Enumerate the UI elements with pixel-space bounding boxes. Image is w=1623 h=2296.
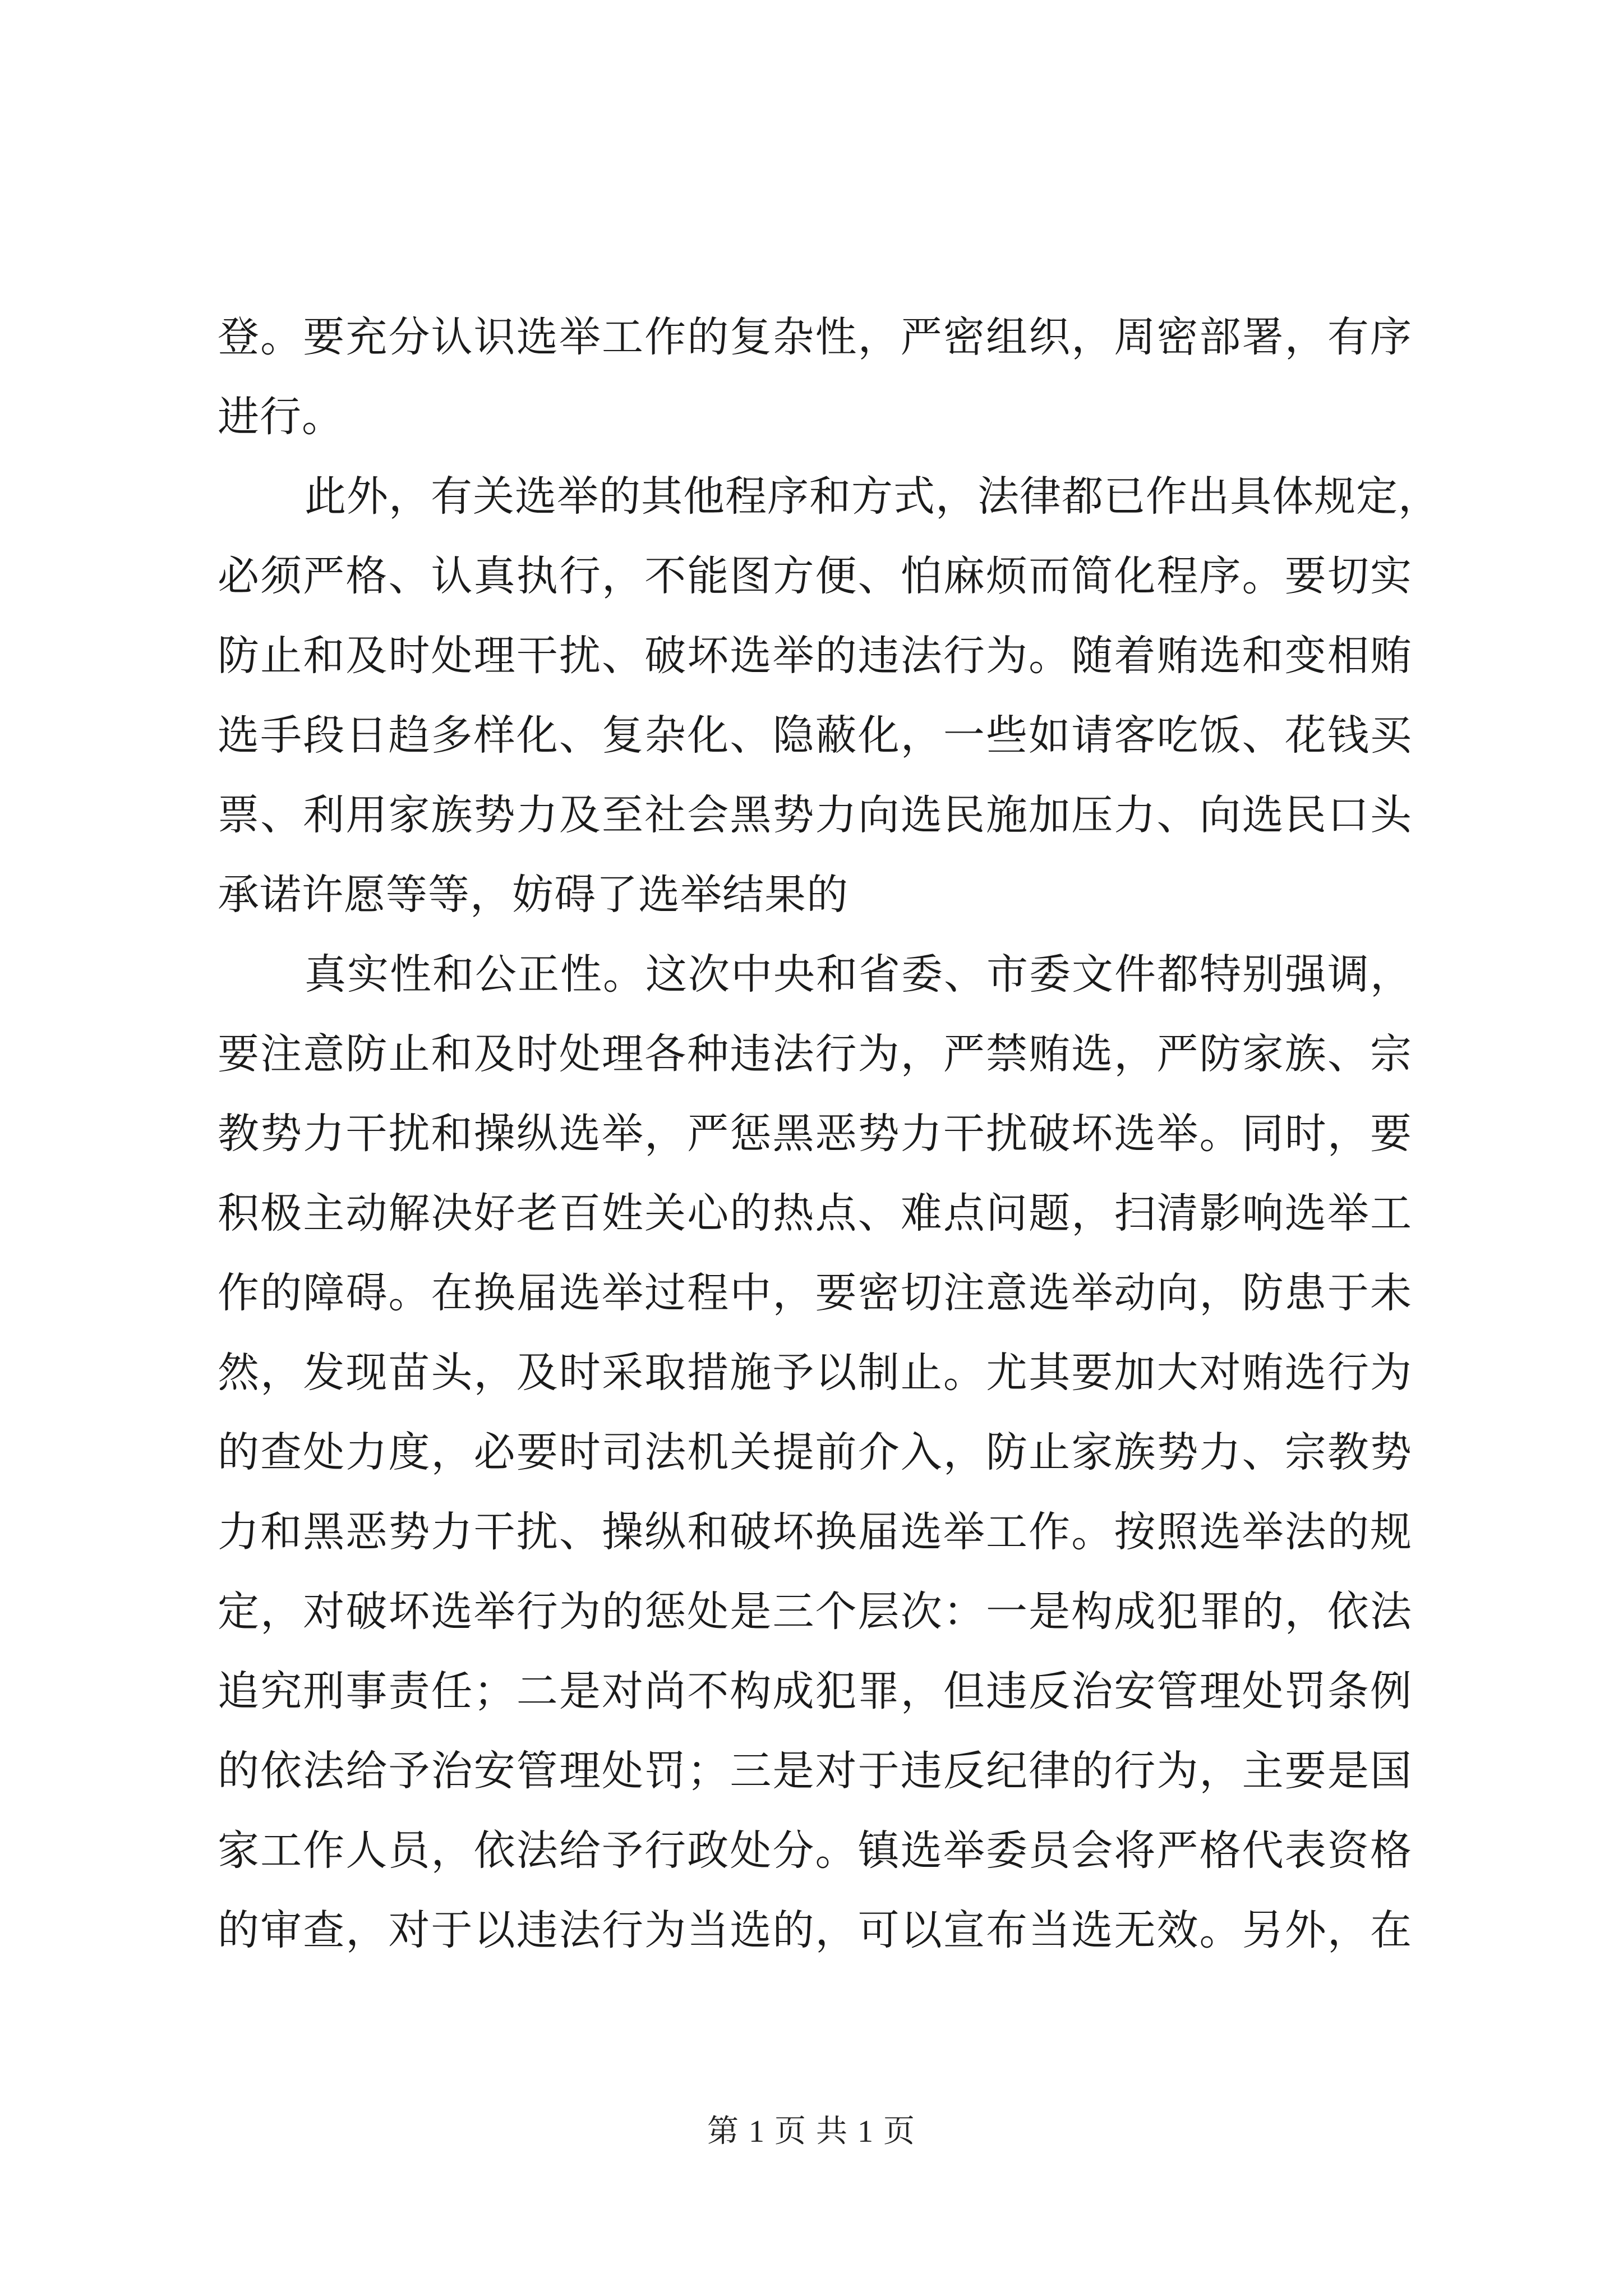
text-line: 积极主动解决好老百姓关心的热点、难点问题，扫清影响选举工 <box>218 1189 1412 1237</box>
text-line: 定，对破坏选举行为的惩处是三个层次：一是构成犯罪的，依法 <box>218 1588 1412 1636</box>
paragraph-first-line: 真实性和公正性。这次中央和省委、市委文件都特别强调， <box>305 950 1412 999</box>
page-number-footer: 第 1 页 共 1 页 <box>707 2114 916 2149</box>
text-line: 力和黑恶势力干扰、操纵和破坏换届选举工作。按照选举法的规 <box>218 1508 1412 1556</box>
body-text <box>218 297 1440 1970</box>
text-line: 教势力干扰和操纵选举，严惩黑恶势力干扰破坏选举。同时，要 <box>218 1110 1412 1158</box>
text-line: 必须严格、认真执行，不能图方便、怕麻烦而简化程序。要切实 <box>218 552 1412 600</box>
text-line: 防止和及时处理干扰、破坏选举的违法行为。随着贿选和变相贿 <box>218 632 1412 680</box>
text-line: 然，发现苗头，及时采取措施予以制止。尤其要加大对贿选行为 <box>218 1349 1412 1397</box>
text-line: 承诺许愿等等，妨碍了选举结果的 <box>218 871 849 919</box>
text-line: 追究刑事责任；二是对尚不构成犯罪，但违反治安管理处罚条例 <box>218 1667 1412 1715</box>
text-line: 的查处力度，必要时司法机关提前介入，防止家族势力、宗教势 <box>218 1428 1412 1476</box>
text-line: 要注意防止和及时处理各种违法行为，严禁贿选，严防家族、宗 <box>218 1030 1412 1078</box>
text-line: 家工作人员，依法给予行政处分。镇选举委员会将严格代表资格 <box>218 1826 1412 1875</box>
text-line: 的审查，对于以违法行为当选的，可以宣布当选无效。另外，在 <box>218 1906 1412 1954</box>
text-line: 选手段日趋多样化、复杂化、隐蔽化，一些如请客吃饭、花钱买 <box>218 711 1412 760</box>
text-line: 的依法给予治安管理处罚；三是对于违反纪律的行为，主要是国 <box>218 1747 1412 1795</box>
text-line: 登。要充分认识选举工作的复杂性，严密组织，周密部署，有序 <box>218 313 1412 361</box>
text-line: 票、利用家族势力及至社会黑势力向选民施加压力、向选民口头 <box>218 791 1412 839</box>
paragraph-first-line: 此外，有关选举的其他程序和方式，法律都已作出具体规定， <box>305 472 1440 521</box>
text-line: 进行。 <box>218 393 344 441</box>
text-line: 作的障碍。在换届选举过程中，要密切注意选举动向，防患于未 <box>218 1269 1412 1317</box>
